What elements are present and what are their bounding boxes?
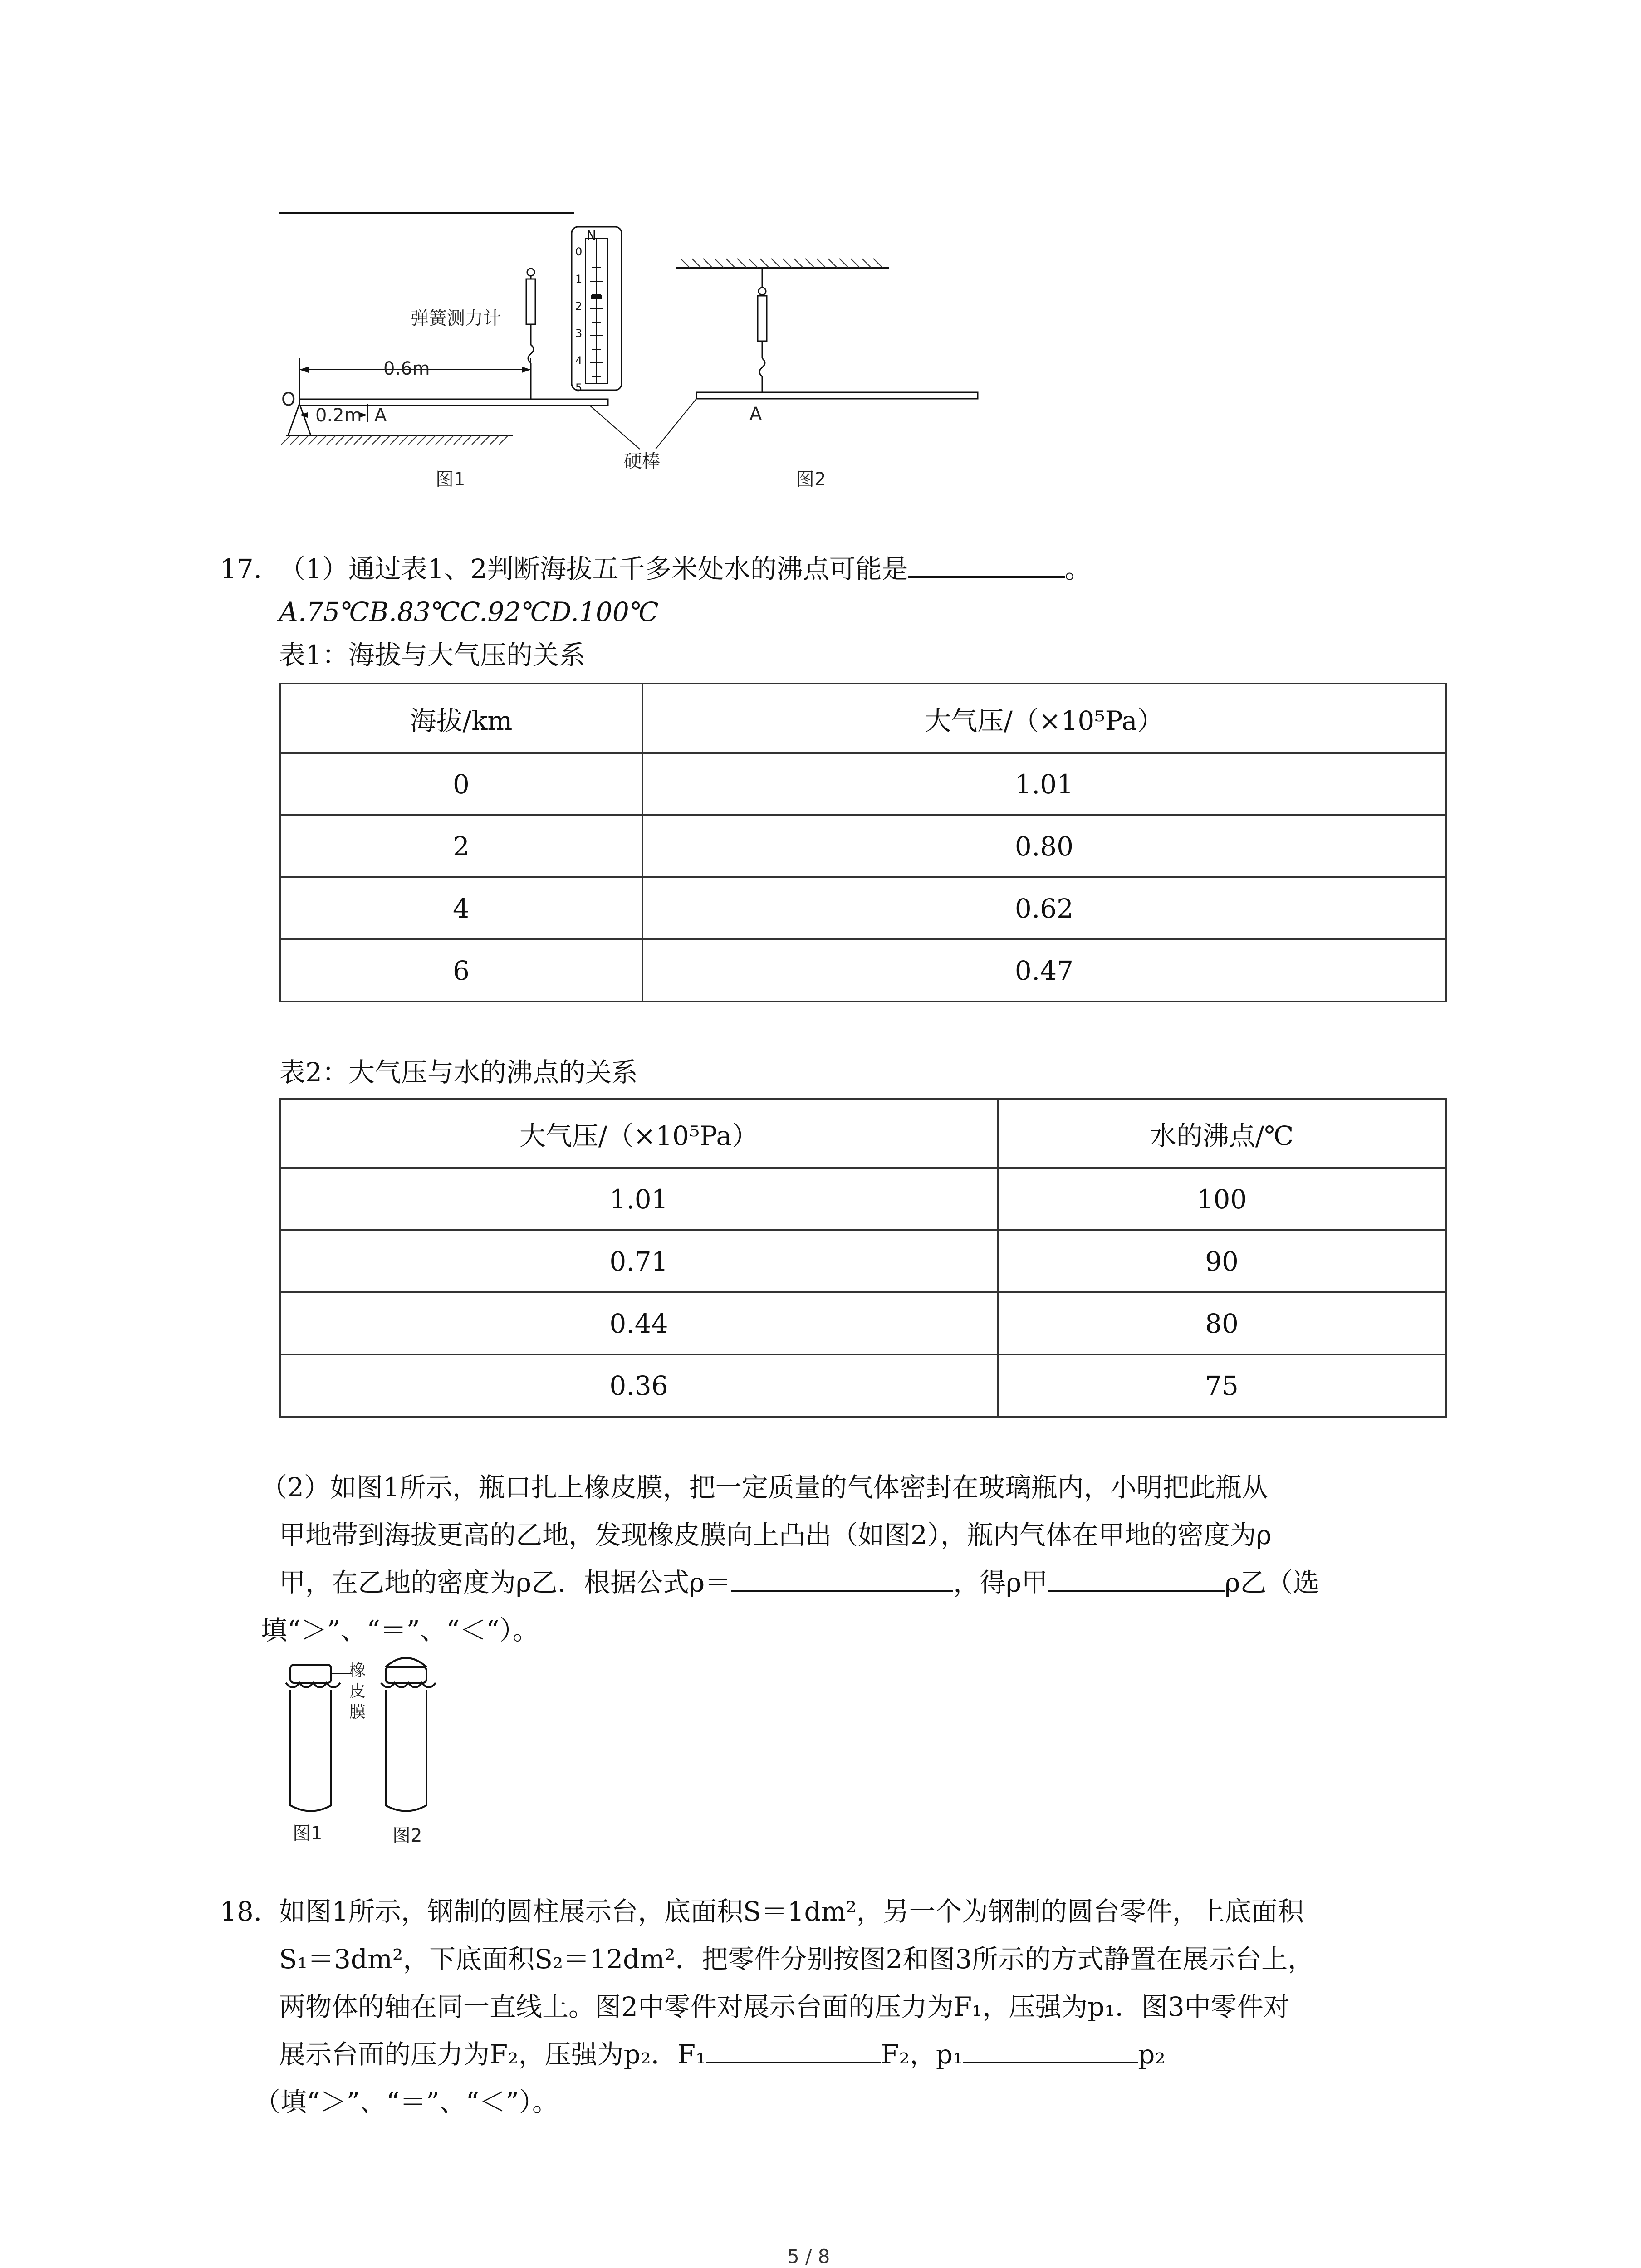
rubber-membrane-label: 橡皮膜 xyxy=(349,1661,366,1721)
table-row xyxy=(280,753,1446,815)
table-cell: 0.47 xyxy=(642,939,1446,1002)
q17-number: 17. xyxy=(220,553,262,584)
q17-part1-text: （1）通过表1、2判断海拔五千多米处水的沸点可能是 xyxy=(279,553,908,584)
q17-part2-line1: （2）如图1所示，瓶口扎上橡皮膜，把一定质量的气体密封在玻璃瓶内，小明把此瓶从 xyxy=(261,1472,1268,1503)
q17-part2-line3b: ，得ρ甲 xyxy=(953,1567,1048,1598)
table-cell: 90 xyxy=(998,1230,1446,1292)
q18-line4a: 展示台面的压力为F₂，压强为p₂．F₁ xyxy=(279,2039,706,2070)
q17-part2-line3c: ρ乙（选 xyxy=(1225,1567,1319,1598)
table-row xyxy=(280,877,1446,939)
table-cell: 80 xyxy=(998,1292,1446,1354)
q17-formula-blank[interactable] xyxy=(731,1585,953,1592)
point-a-label: A xyxy=(374,405,387,426)
q18-line1: 如图1所示，钢制的圆柱展示台，底面积S＝1dm²，另一个为钢制的圆台零件，上底面积 xyxy=(279,1896,1304,1927)
q18-line5: （填“＞”、“＝”、“＜”）。 xyxy=(254,2087,558,2117)
table-cell: 1.01 xyxy=(642,753,1446,815)
table-cell: 0 xyxy=(280,753,642,815)
table-cell: 2 xyxy=(280,815,642,877)
point-o-label: O xyxy=(281,389,296,410)
table-cell: 75 xyxy=(998,1354,1446,1417)
scale-number: 2 xyxy=(575,300,583,313)
table-cell: 100 xyxy=(998,1168,1446,1230)
table-cell: 0.36 xyxy=(280,1354,998,1417)
q18-line3: 两物体的轴在同一直线上。图2中零件对展示台面的压力为F₁，压强为p₁．图3中零件对 xyxy=(279,1991,1290,2022)
q17-part2-line2: 甲地带到海拔更高的乙地，发现橡皮膜向上凸出（如图2），瓶内气体在甲地的密度为ρ xyxy=(279,1520,1272,1550)
scale-numbers-left xyxy=(575,245,582,395)
q17-part2-line3a: 甲，在乙地的密度为ρ乙．根据公式ρ＝ xyxy=(279,1567,731,1598)
q18-line4 xyxy=(279,2041,1166,2068)
table-cell: 0.62 xyxy=(642,877,1446,939)
table-row xyxy=(280,815,1446,877)
spring-scale-label: 弹簧测力计 xyxy=(411,308,501,329)
q18-force-blank[interactable] xyxy=(706,2057,881,2063)
table1-header-pressure: 大气压/（×10⁵Pa） xyxy=(642,684,1446,753)
table2-caption: 表2：大气压与水的沸点的关系 xyxy=(279,1057,638,1088)
table-row xyxy=(280,1292,1446,1354)
scale-number: 4 xyxy=(575,354,583,367)
q17-answer-blank-1[interactable] xyxy=(908,572,1065,578)
bottle-fig1-label: 图1 xyxy=(293,1823,323,1844)
table-cell: 1.01 xyxy=(280,1168,998,1230)
q18-line2: S₁＝3dm²，下底面积S₂＝12dm²．把零件分别按图2和图3所示的方式静置在展示台上， xyxy=(279,1944,1314,1975)
fig2-label: 图2 xyxy=(796,469,826,490)
q17-part2-line4: 填“＞”、“＝”、“＜“）。 xyxy=(261,1615,539,1646)
bottle-fig2-label: 图2 xyxy=(392,1825,422,1846)
page-number: 5 / 8 xyxy=(787,2245,830,2268)
table1-caption: 表1：海拔与大气压的关系 xyxy=(279,640,585,670)
table2-header-pressure: 大气压/（×10⁵Pa） xyxy=(280,1099,998,1168)
table-cell: 6 xyxy=(280,939,642,1002)
scale-number: 3 xyxy=(575,327,583,340)
distance-0.2m-label: 0.2m xyxy=(315,405,362,426)
table-cell: 4 xyxy=(280,877,642,939)
point-a2-label: A xyxy=(749,404,762,425)
scale-unit-n: N xyxy=(587,228,596,243)
q17-part1 xyxy=(279,553,1091,584)
bottle-figure xyxy=(272,1656,463,1837)
table2 xyxy=(279,1098,1447,1418)
table-cell: 0.71 xyxy=(280,1230,998,1292)
fig1-label: 图1 xyxy=(436,469,465,490)
q18-number: 18. xyxy=(220,1896,262,1927)
q17-part1-end: 。 xyxy=(1064,553,1091,584)
scale-number: 5 xyxy=(575,381,583,394)
table-row xyxy=(280,1354,1446,1417)
table2-header-boiling-point: 水的沸点/℃ xyxy=(998,1099,1446,1168)
q17-part2-line3 xyxy=(279,1569,1319,1596)
table-cell: 0.80 xyxy=(642,815,1446,877)
q17-compare-blank[interactable] xyxy=(1048,1585,1225,1592)
table1-header-altitude: 海拔/km xyxy=(280,684,642,753)
q17-options: A.75℃B.83℃C.92℃D.100℃ xyxy=(279,596,659,627)
table-row xyxy=(280,939,1446,1002)
distance-0.6m-label: 0.6m xyxy=(383,358,430,379)
hard-rod-label: 硬棒 xyxy=(624,451,660,472)
q18-line4c: p₂ xyxy=(1138,2039,1166,2070)
q18-pressure-blank[interactable] xyxy=(963,2057,1138,2063)
q18-line4b: F₂，p₁ xyxy=(881,2039,964,2070)
table-row xyxy=(280,1230,1446,1292)
table-cell: 0.44 xyxy=(280,1292,998,1354)
table1 xyxy=(279,683,1447,1002)
scale-number: 1 xyxy=(575,273,583,285)
table-row xyxy=(280,1168,1446,1230)
scale-number: 0 xyxy=(575,245,583,258)
